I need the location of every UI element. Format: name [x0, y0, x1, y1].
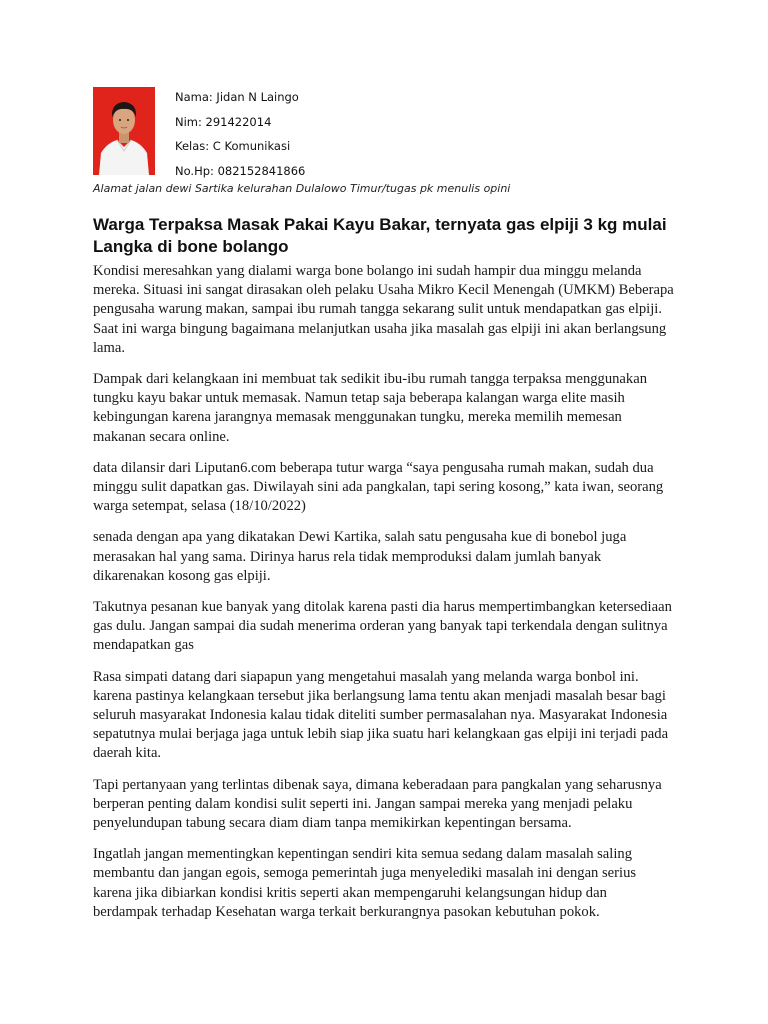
article-paragraph: Kondisi meresahkan yang dialami warga bone bolango ini sudah hampir dua minggu melanda mereka. Situasi ini sangat dirasakan oleh pelaku Usaha Mikro Kecil Menengah (UMKM) Beberapa pengusaha warung makan, sampai ibu rumah tangga sekarang sulit untuk mendapatkan gas elpiji. Saat ini warga bingung bagaimana melanjutkan usaha jika masalah gas elpiji ini akan berlangsung lama.	[93, 263, 674, 356]
student-phone: No.Hp: 082152841866	[175, 163, 306, 178]
student-nim: Nim: 291422014	[175, 114, 272, 129]
article-paragraph: data dilansir dari Liputan6.com beberapa tutur warga “saya pengusaha rumah makan, sudah dua minggu sulit dapatkan gas. Diwilayah sini ada pangkalan, tapi sering kosong,” kata iwan, seorang warga setempat, selasa (18/10/2022)	[93, 459, 664, 515]
article-paragraph: Tapi pertanyaan yang terlintas dibenak saya, dimana keberadaan para pangkalan yang seharusnya berperan penting dalam kondisi sulit seperti ini. Jangan sampai mereka yang menjadi pelaku penyelundupan tabung secara diam diam tanpa memikirkan kepentingan bersama.	[93, 776, 662, 832]
student-class: Kelas: C Komunikasi	[175, 139, 291, 153]
article-title: Warga Terpaksa Masak Pakai Kayu Bakar, ternyata gas elpiji 3 kg mulai Langka di bone bolango	[93, 215, 667, 256]
article-body	[93, 262, 675, 934]
article-paragraph: Ingatlah jangan mementingkan kepentingan sendiri kita semua sedang dalam masalah saling membantu dan jangan egois, semoga pemerintah juga menyelediki masalah ini dengan serius karena jika dibiarkan kondisi kritis seperti akan mempengaruhi kelangsungan hidup dan berdampak terhadap Kesehatan warga terkait berkurangnya pasokan kebutuhan pokok.	[93, 846, 637, 920]
address-line: Alamat jalan dewi Sartika kelurahan Dulalowo Timur/tugas pk menulis opini	[93, 182, 511, 195]
article-paragraph: Rasa simpati datang dari siapapun yang mengetahui masalah yang melanda warga bonbol ini. karena pastinya kelangkaan tersebut jika berlangsung lama tentu akan menjadi masalah besar bagi seluruh masyarakat Indonesia kalau tidak diteliti sumber permasalahan nya. Masyarakat Indonesia sepatutnya mulai berjaga jaga untuk lebih siap jika suatu hari kelangkaan gas elpiji ini terjadi pada daerah kita.	[93, 668, 669, 762]
profile-header	[93, 87, 693, 207]
article-paragraph: Dampak dari kelangkaan ini membuat tak sedikit ibu-ibu rumah tangga terpaksa menggunakan tungku kayu bakar untuk memasak. Namun tetap saja beberapa kalangan warga elite masih kebingungan karena jarangnya memasak menggunakan tungku, mereka memilih memesan makanan secara online.	[93, 371, 647, 445]
student-info	[175, 87, 305, 185]
article-paragraph: Takutnya pesanan kue banyak yang ditolak karena pasti dia harus mempertimbangkan ketersediaan gas dulu. Jangan sampai dia sudah menerima orderan yang banyak tapi terkendala dengan sulitnya mendapatkan gas	[93, 599, 672, 654]
student-name: Nama: Jidan N Laingo	[175, 90, 299, 104]
profile-photo	[93, 87, 155, 175]
article-paragraph: senada dengan apa yang dikatakan Dewi Kartika, salah satu pengusaha kue di bonebol juga merasakan hal yang sama. Dirinya harus rela tidak memproduksi dalam jumlah banyak dikarenakan kosong gas elpiji.	[93, 529, 627, 584]
person-portrait-image	[93, 87, 155, 175]
